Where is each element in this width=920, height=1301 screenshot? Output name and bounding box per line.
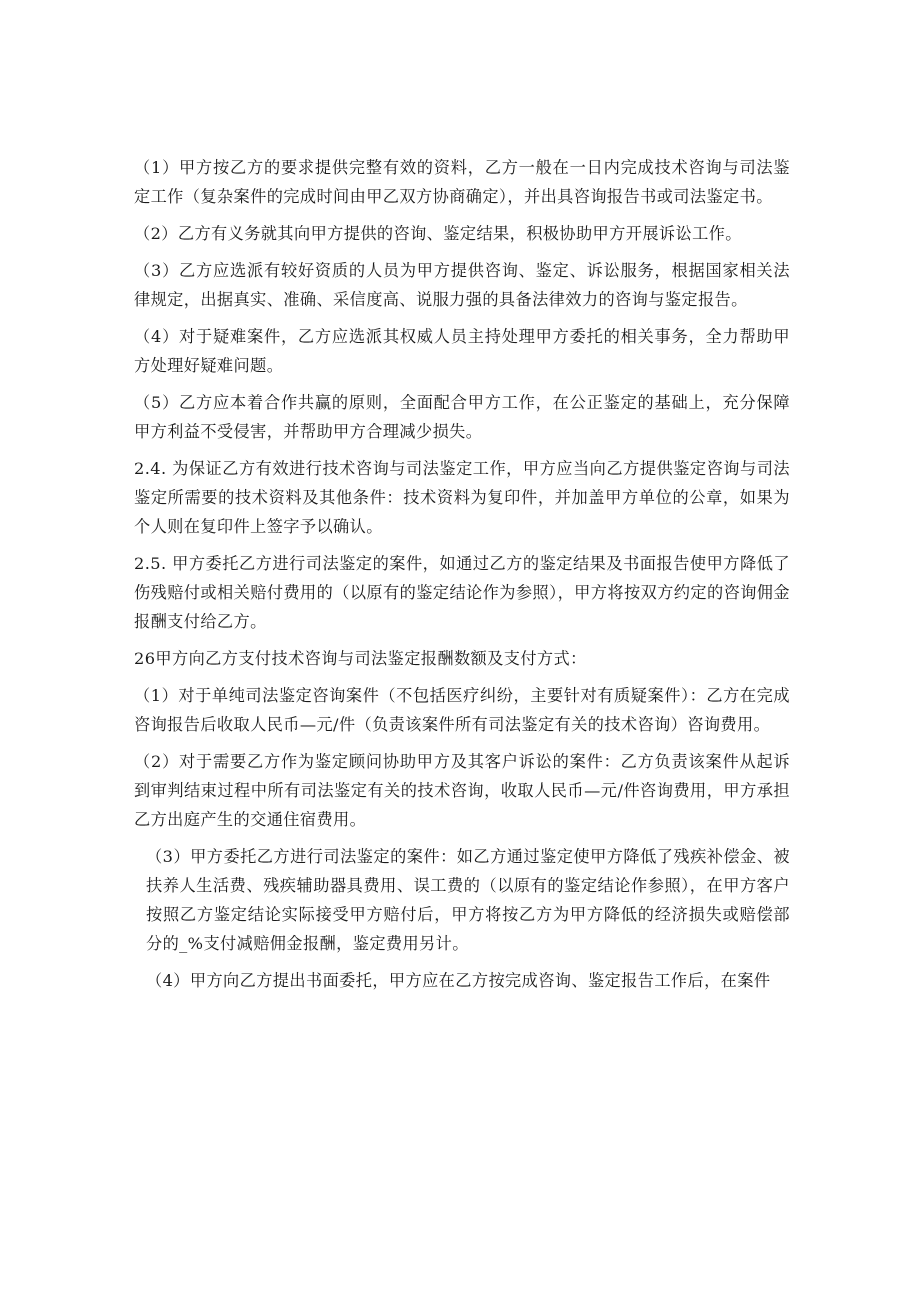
payment-clause-4: （4）甲方向乙方提出书面委托，甲方应在乙方按完成咨询、鉴定报告工作后，在案件 — [146, 971, 771, 990]
clause-3: （3）乙方应选派有较好资质的人员为甲方提供咨询、鉴定、诉讼服务，根据国家相关法律规定，出据真实、准确、采信度高、说服力强的具备法律效力的咨询与鉴定报告。 — [134, 261, 790, 309]
section-2-5: 2.5. 甲方委托乙方进行司法鉴定的案件，如通过乙方的鉴定结果及书面报告使甲方降低了伤残赔付或相关赔付费用的（以原有的鉴定结论作为参照），甲方将按双方约定的咨询佣金报酬支付给乙方。 — [134, 554, 790, 631]
clause-2: （2）乙方有义务就其向甲方提供的咨询、鉴定结果，积极协助甲方开展诉讼工作。 — [134, 224, 742, 243]
clause-5: （5）乙方应本着合作共赢的原则，全面配合甲方工作，在公正鉴定的基础上，充分保障甲方利益不受侵害，并帮助甲方合理减少损失。 — [134, 393, 790, 441]
section-2-4: 2.4. 为保证乙方有效进行技术咨询与司法鉴定工作，甲方应当向乙方提供鉴定咨询与司法鉴定所需要的技术资料及其他条件：技术资料为复印件，并加盖甲方单位的公章，如果为个人则在复印件上签字予以确认。 — [134, 459, 790, 536]
section-2-6-heading: 26甲方向乙方支付技术咨询与司法鉴定报酬数额及支付方式： — [134, 649, 587, 668]
payment-clause-1: （1）对于单纯司法鉴定咨询案件（不包括医疗纠纷，主要针对有质疑案件）：乙方在完成咨询报告后收取人民币—元/件（负责该案件所有司法鉴定有关的技术咨询）咨询费用。 — [134, 686, 790, 734]
clause-1: （1）甲方按乙方的要求提供完整有效的资料，乙方一般在一日内完成技术咨询与司法鉴定工作（复杂案件的完成时间由甲乙双方协商确定），并出具咨询报告书或司法鉴定书。 — [134, 158, 790, 206]
payment-clause-3: （3）甲方委托乙方进行司法鉴定的案件：如乙方通过鉴定使甲方降低了残疾补偿金、被扶养人生活费、残疾辅助器具费用、误工费的（以原有的鉴定结论作参照），在甲方客户按照乙方鉴定结论实际接受甲方赔付后，甲方将按乙方为甲方降低的经济损失或赔偿部分的_%支付减赔佣金报酬，鉴定费用另计。 — [146, 847, 790, 953]
clause-4: （4）对于疑难案件，乙方应选派其权威人员主持处理甲方委托的相关事务，全力帮助甲方处理好疑难问题。 — [134, 327, 790, 375]
payment-clause-2: （2）对于需要乙方作为鉴定顾问协助甲方及其客户诉讼的案件：乙方负责该案件从起诉到审判结束过程中所有司法鉴定有关的技术咨询，收取人民币—元/件咨询费用，甲方承担乙方出庭产生的交通住宿费用。 — [134, 752, 790, 829]
